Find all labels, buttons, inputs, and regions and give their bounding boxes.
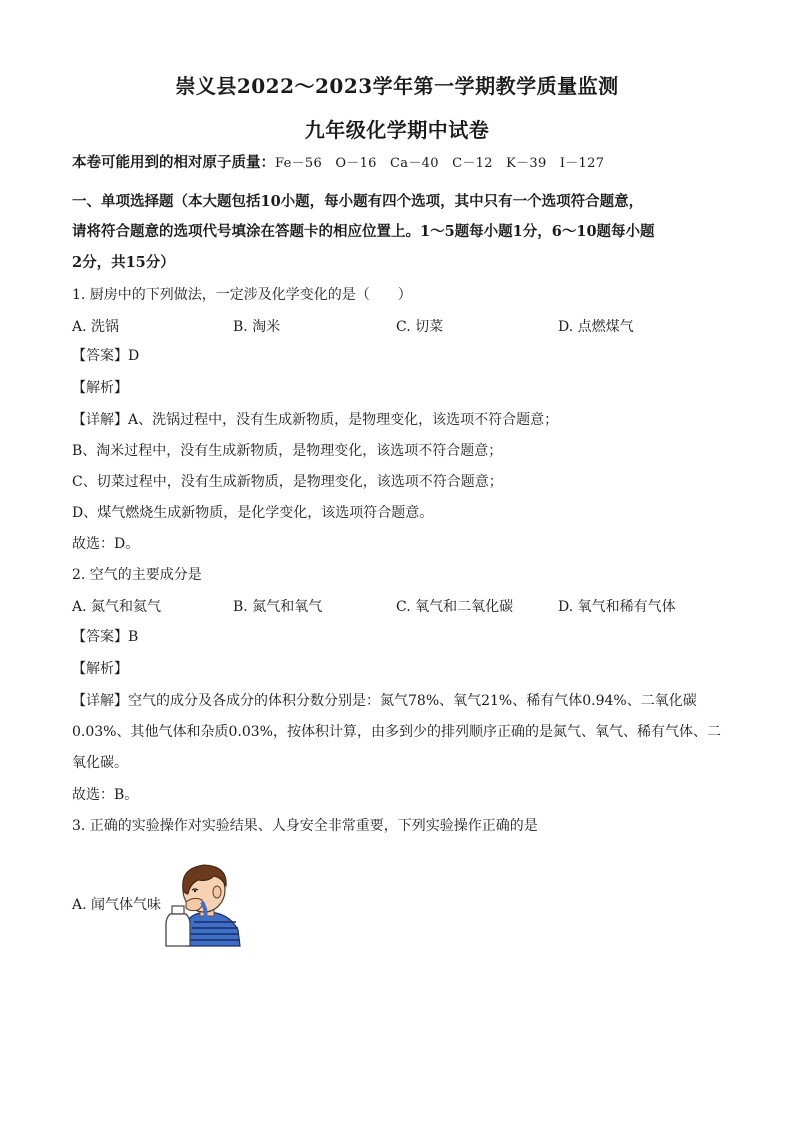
- smelling-gas-illustration: [164, 860, 242, 948]
- q1-analysis: 【解析】: [72, 380, 128, 396]
- q2-answer: 【答案】B: [72, 629, 139, 645]
- q3-stem: 3. 正确的实验操作对实验结果、人身安全非常重要，下列实验操作正确的是: [72, 818, 538, 834]
- q2-detail-line: 【详解】空气的成分及各成分的体积分数分别是：氮气78%、氧气21%、稀有气体0.94%、二氧化碳: [72, 693, 697, 709]
- q2-detail-line: 氧化碳。: [72, 755, 128, 771]
- atomic-mass-label: 本卷可能用到的相对原子质量：: [72, 154, 275, 171]
- section1-line1: 一、单项选择题（本大题包括10小题，每小题有四个选项，其中只有一个选项符合题意，: [72, 193, 644, 210]
- q1-option-c: C. 切菜: [396, 319, 444, 335]
- atomic-mass-line: [72, 153, 722, 174]
- exam-subtitle: 九年级化学期中试卷: [304, 118, 490, 142]
- q2-option-d: D. 氧气和稀有气体: [558, 599, 676, 615]
- q1-detail-line: 【详解】A、洗锅过程中，没有生成新物质，是物理变化，该选项不符合题意；: [72, 412, 559, 428]
- exam-title: 崇义县2022～2023学年第一学期教学质量监测: [175, 74, 619, 98]
- q1-option-d: D. 点燃煤气: [558, 319, 634, 335]
- q1-answer: 【答案】D: [72, 348, 140, 364]
- q2-option-c: C. 氧气和二氧化碳: [396, 599, 514, 615]
- q2-analysis: 【解析】: [72, 661, 128, 677]
- q1-detail-line: D、煤气燃烧生成新物质，是化学变化，该选项符合题意。: [72, 505, 434, 521]
- q1-detail-line: C、切菜过程中，没有生成新物质，是物理变化，该选项不符合题意；: [72, 474, 503, 490]
- section1-line3: 2分，共15分）: [72, 254, 175, 271]
- q2-detail-line: 0.03%、其他气体和杂质0.03%，按体积计算，由多到少的排列顺序正确的是氮气、氧气、稀有气体、二: [72, 724, 721, 740]
- section1-line2: 请将符合题意的选项代号填涂在答题卡的相应位置上。1～5题每小题1分，6～10题每小题: [72, 223, 655, 240]
- q1-option-a: A. 洗锅: [72, 319, 120, 335]
- q3-option-a: A. 闻气体气味: [72, 897, 162, 913]
- q2-option-a: A. 氮气和氦气: [72, 599, 162, 615]
- q2-option-b: B. 氮气和氧气: [233, 599, 323, 615]
- q1-stem: 1. 厨房中的下列做法，一定涉及化学变化的是（ ）: [72, 287, 412, 303]
- q2-conclusion: 故选：B。: [72, 787, 139, 803]
- q1-option-b: B. 淘米: [233, 319, 281, 335]
- q1-detail-line: B、淘米过程中，没有生成新物质，是物理变化，该选项不符合题意；: [72, 443, 503, 459]
- q1-conclusion: 故选：D。: [72, 536, 140, 552]
- q2-stem: 2. 空气的主要成分是: [72, 567, 202, 583]
- atomic-mass-values: Fe－56 O－16 Ca－40 C－12 K－39 I－127: [275, 156, 605, 171]
